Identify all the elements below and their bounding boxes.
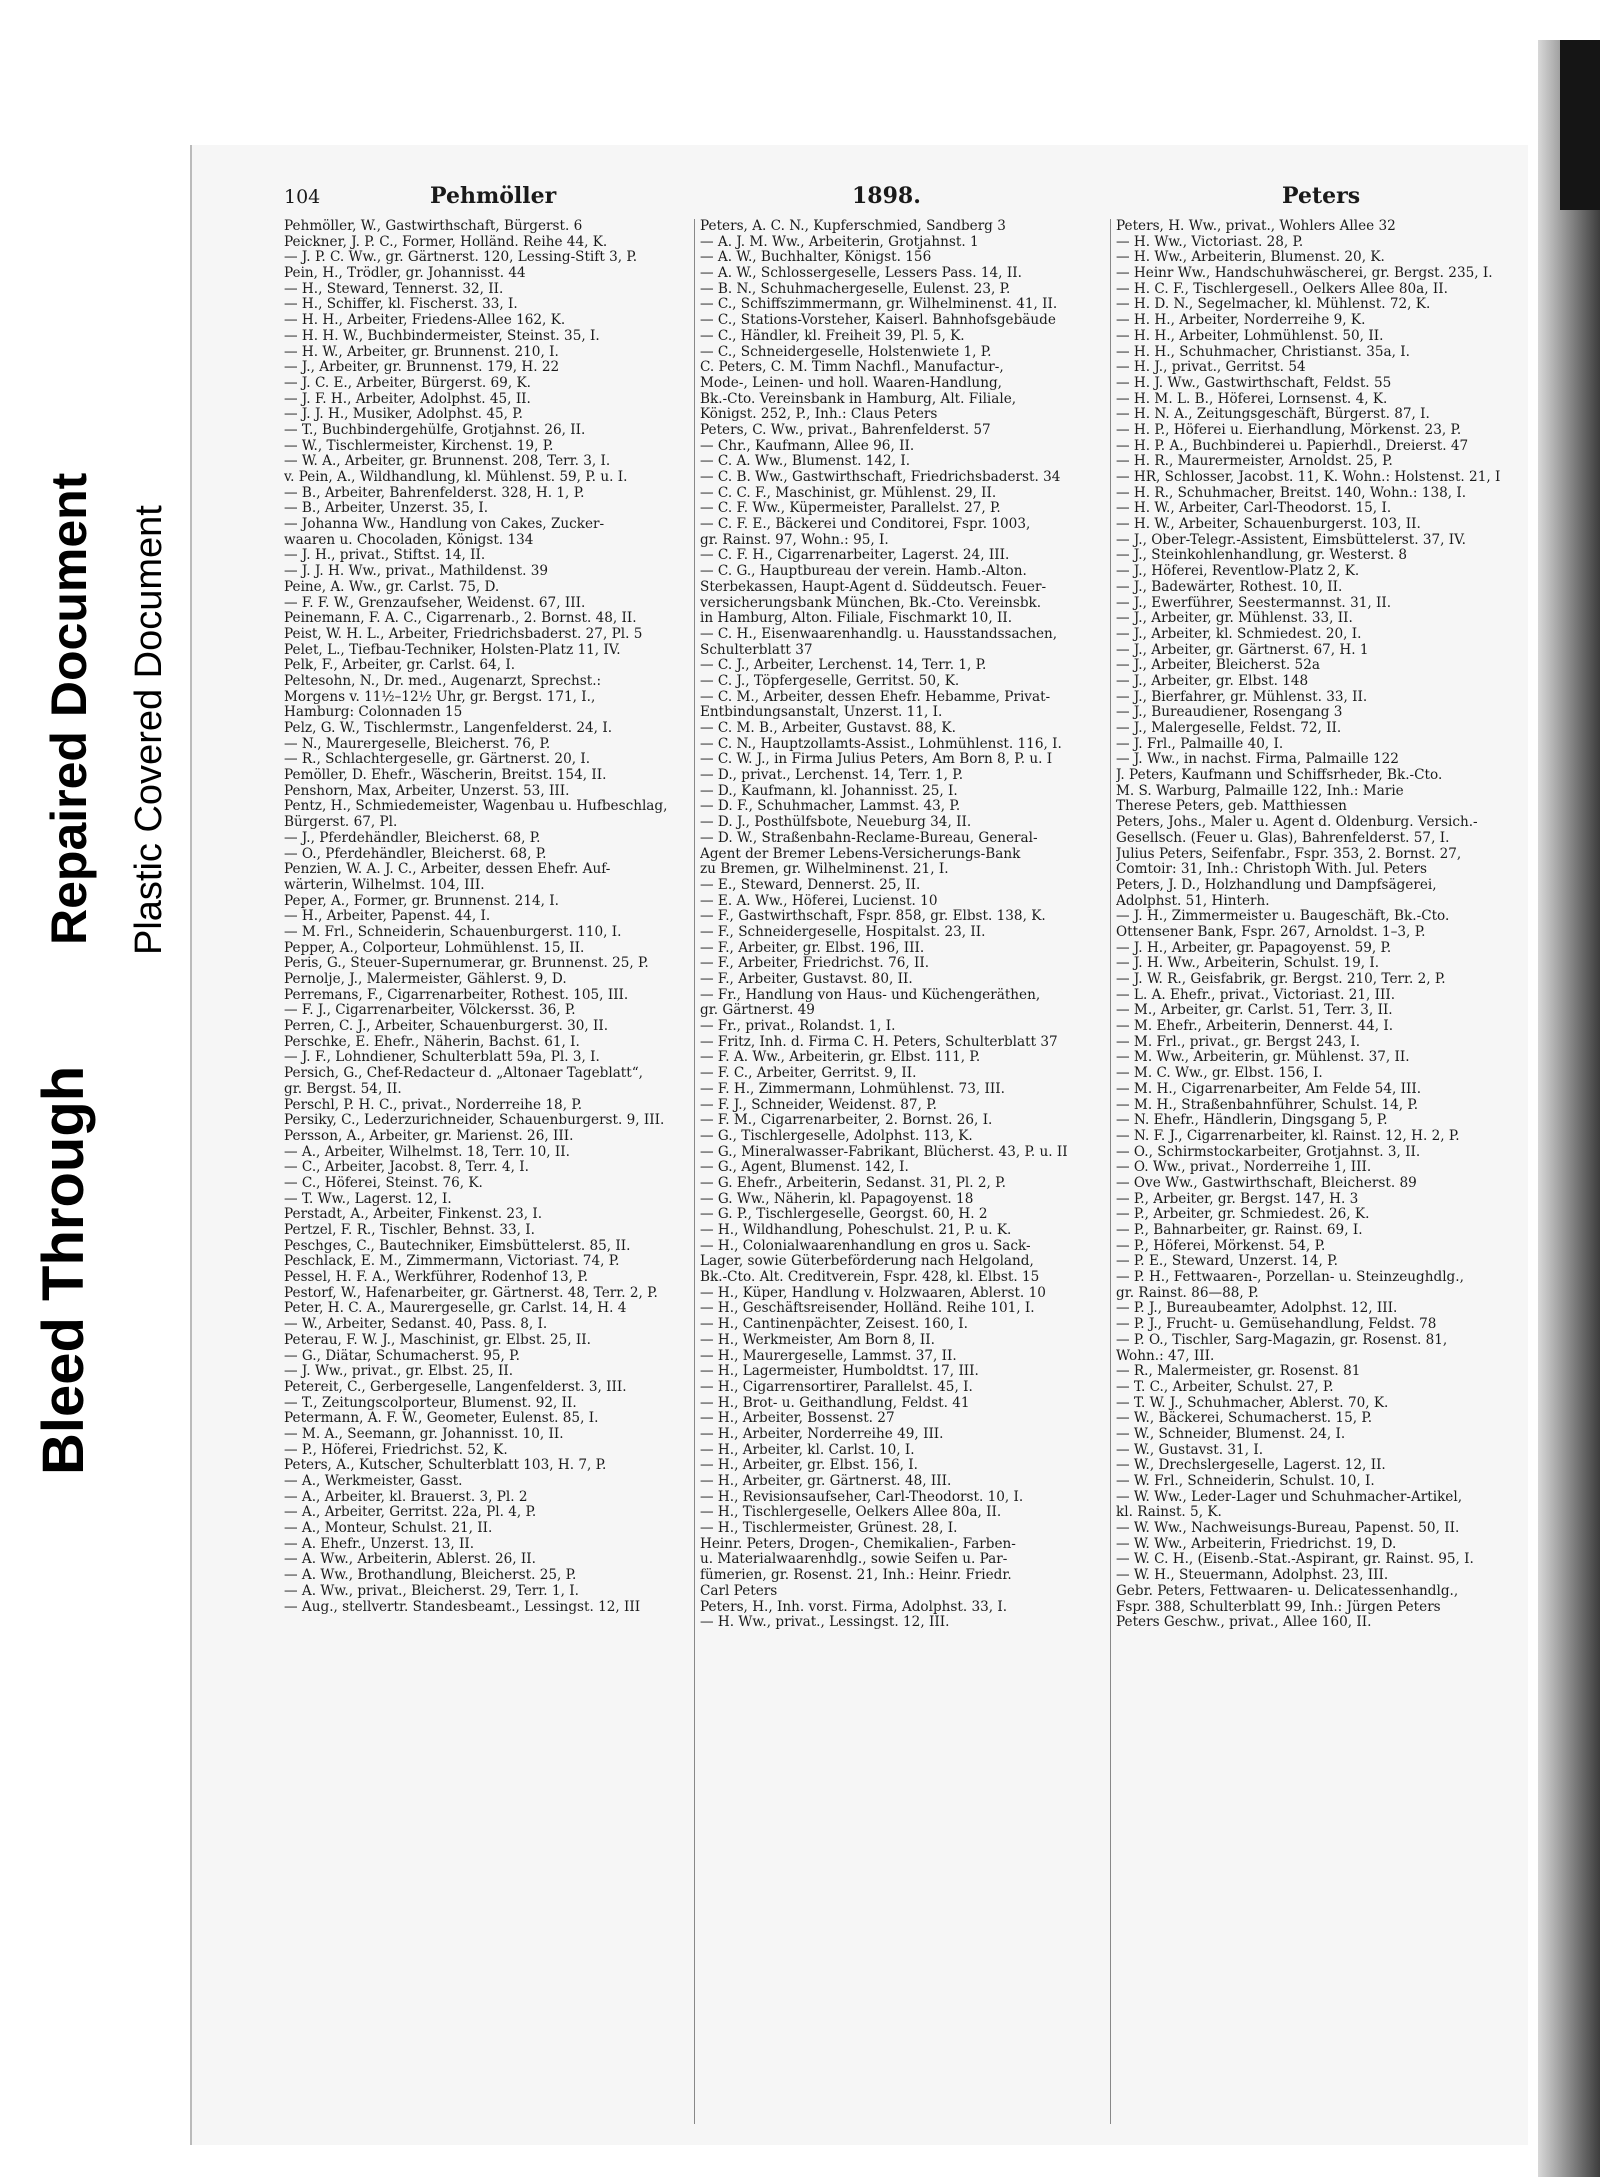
directory-entry: — H. P. A., Buchbinderei u. Papierhdl., Dreierst. 47 (1116, 438, 1469, 454)
directory-entry: — G. Ww., Näherin, kl. Papagoyenst. 18 (700, 1191, 974, 1207)
directory-entry: Peist, W. H. L., Arbeiter, Friedrichsbaderst. 27, Pl. 5 (284, 626, 643, 642)
directory-entry: Perschke, E. Ehefr., Näherin, Bachst. 61, I. (284, 1034, 580, 1050)
directory-entry: — H. W., Arbeiter, Carl-Theodorst. 15, I. (1116, 501, 1392, 517)
directory-entry: — T. W. J., Schuhmacher, Ablerst. 70, K. (1116, 1395, 1389, 1411)
directory-entry: Fspr. 388, Schulterblatt 99, Inh.: Jürgen Peters (1116, 1599, 1441, 1615)
directory-column-3 (1116, 219, 1516, 2129)
directory-entry: — N., Maurergeselle, Bleicherst. 76, P. (284, 736, 551, 752)
directory-entry: — A. Ww., Brothandlung, Bleicherst. 25, P. (284, 1568, 577, 1584)
directory-entry: in Hamburg, Alton. Filiale, Fischmarkt 10, II. (700, 611, 1013, 627)
directory-entry: — D., privat., Lerchenst. 14, Terr. 1, P. (700, 768, 964, 784)
directory-entry: — E., Steward, Dennerst. 25, II. (700, 877, 921, 893)
directory-entry: — W., Tischlermeister, Kirchenst. 19, P. (284, 438, 554, 454)
directory-entry: Perremans, F., Cigarrenarbeiter, Rothest. 105, III. (284, 987, 629, 1003)
directory-entry: — H. H. W., Buchbindermeister, Steinst. 35, I. (284, 328, 600, 344)
directory-entry: — C., Schiffszimmermann, gr. Wilhelminenst. 41, II. (700, 297, 1058, 313)
directory-entry: Königst. 252, P., Inh.: Claus Peters (700, 407, 938, 423)
scan-edge-dark (1560, 40, 1600, 210)
column-divider (694, 219, 695, 2124)
directory-entry: Pertzel, F. R., Tischler, Behnst. 33, I. (284, 1223, 535, 1238)
directory-entry: — J., Badewärter, Rothest. 10, II. (1116, 579, 1343, 595)
directory-entry: Peters, Johs., Maler u. Agent d. Oldenburg. Versich.- (1116, 815, 1478, 831)
directory-column-2 (700, 219, 1100, 2129)
directory-entry: — O., Pferdehändler, Bleicherst. 68, P. (284, 846, 547, 862)
header-year: 1898. (852, 183, 921, 209)
directory-entry: Bk.-Cto. Vereinsbank in Hamburg, Alt. Filiale, (700, 391, 1017, 407)
directory-entry: — M., Arbeiter, gr. Carlst. 51, Terr. 3, II. (1116, 1003, 1393, 1019)
directory-entry: gr. Bergst. 54, II. (284, 1081, 402, 1097)
directory-entry: — W., Gustavst. 31, I. (1116, 1442, 1264, 1458)
directory-entry: — J. F. H., Arbeiter, Adolphst. 45, II. (284, 391, 531, 407)
directory-entry: — J. Frl., Palmaille 40, I. (1116, 736, 1284, 752)
directory-entry: — M. H., Cigarrenarbeiter, Am Felde 54, III. (1116, 1081, 1422, 1097)
directory-entry: Agent der Bremer Lebens-Versicherungs-Bank (700, 846, 1021, 862)
directory-entry: — J. F., Lohndiener, Schulterblatt 59a, Pl. 3, I. (284, 1050, 600, 1066)
directory-entry: — J. W. R., Geisfabrik, gr. Bergst. 210, Terr. 2, P. (1116, 972, 1446, 987)
directory-entry: gr. Rainst. 86—88, P. (1116, 1285, 1259, 1301)
directory-entry: — M. Ww., Arbeiterin, gr. Mühlenst. 37, II. (1116, 1050, 1410, 1066)
directory-entry: gr. Gärtnerst. 49 (700, 1003, 815, 1019)
directory-entry: zu Bremen, gr. Wilhelminenst. 21, I. (700, 862, 949, 878)
directory-entry: — G., Mineralwasser-Fabrikant, Blücherst. 43, P. u. II (700, 1144, 1068, 1160)
directory-entry: Persson, A., Arbeiter, gr. Marienst. 26, III. (284, 1128, 574, 1144)
directory-entry: Entbindungsanstalt, Unzerst. 11, I. (700, 705, 943, 721)
directory-entry: Pepper, A., Colporteur, Lohmühlenst. 15, II. (284, 940, 585, 956)
directory-entry: — M. Ehefr., Arbeiterin, Dennerst. 44, I. (1116, 1019, 1394, 1035)
directory-entry: — J., Malergeselle, Feldst. 72, II. (1116, 721, 1342, 736)
directory-entry: — P. J., Frucht- u. Gemüsehandlung, Feldst. 78 (1116, 1317, 1437, 1333)
directory-entry: — Fritz, Inh. d. Firma C. H. Peters, Schulterblatt 37 (700, 1034, 1058, 1050)
directory-entry: — P., Arbeiter, gr. Schmiedest. 26, K. (1116, 1207, 1370, 1223)
directory-entry: — H., Maurergeselle, Lammst. 37, II. (700, 1348, 957, 1364)
directory-entry: — H. R., Schuhmacher, Breitst. 140, Wohn.: 138, I. (1116, 485, 1467, 501)
directory-entry: — H. P., Höferei u. Eierhandlung, Mörkenst. 23, P. (1116, 422, 1462, 438)
directory-entry: — H., Cigarrensortirer, Parallelst. 45, I. (700, 1379, 973, 1395)
directory-entry: — H., Arbeiter, Papenst. 44, I. (284, 909, 491, 925)
directory-entry: Carl Peters (700, 1583, 778, 1599)
directory-entry: Sterbekassen, Haupt-Agent d. Süddeutsch. Feuer- (700, 579, 1047, 595)
directory-entry: — J. J. H., Musiker, Adolphst. 45, P. (284, 407, 523, 423)
directory-entry: — B. N., Schuhmachergeselle, Eulenst. 23, P. (700, 281, 1011, 297)
directory-entry: — J., Arbeiter, gr. Mühlenst. 33, II. (1116, 611, 1353, 627)
directory-entry: — P., Arbeiter, gr. Bergst. 147, H. 3 (1116, 1191, 1359, 1207)
directory-entry: Ottensener Bank, Fspr. 267, Arnoldst. 1–3, P. (1116, 924, 1426, 940)
directory-entry: — C. C. F., Maschinist, gr. Mühlenst. 29, II. (700, 485, 997, 501)
directory-entry: — J. Ww., in nachst. Firma, Palmaille 122 (1116, 752, 1399, 768)
directory-entry: — J., Bureaudiener, Rosengang 3 (1116, 705, 1343, 721)
directory-entry: Peper, A., Former, gr. Brunnenst. 214, I. (284, 893, 559, 909)
directory-entry: — H., Werkmeister, Am Born 8, II. (700, 1332, 935, 1348)
directory-entry: — G., Agent, Blumenst. 142, I. (700, 1160, 909, 1176)
header-right-name: Peters (1282, 183, 1361, 209)
directory-entry: — W. A., Arbeiter, gr. Brunnenst. 208, Terr. 3, I. (284, 454, 611, 470)
directory-entry: Penzien, W. A. J. C., Arbeiter, dessen Ehefr. Auf- (284, 862, 611, 878)
directory-entry: Petereit, C., Gerbergeselle, Langenfelderst. 3, III. (284, 1379, 627, 1395)
directory-entry: — W., Bäckerei, Schumacherst. 15, P. (1116, 1411, 1373, 1427)
directory-entry: — C. G., Hauptbureau der verein. Hamb.-Alton. (700, 564, 1027, 580)
directory-entry: Gebr. Peters, Fettwaaren- u. Delicatessenhandlg., (1116, 1583, 1459, 1599)
directory-entry: — L. A. Ehefr., privat., Victoriast. 21, III. (1116, 987, 1396, 1003)
directory-page (190, 145, 1528, 2145)
directory-entry: Peters, H., Inh. vorst. Firma, Adolphst. 33, I. (700, 1599, 1008, 1615)
directory-entry: — H., Tischlergeselle, Oelkers Allee 80a, II. (700, 1505, 1002, 1521)
scan-edge-strip (1538, 40, 1600, 2177)
directory-entry: — H., Arbeiter, gr. Gärtnerst. 48, III. (700, 1474, 952, 1489)
directory-entry: Mode-, Leinen- und holl. Waaren-Handlung, (700, 375, 1002, 391)
directory-entry: — J. P. C. Ww., gr. Gärtnerst. 120, Lessing-Stift 3, P. (284, 250, 638, 266)
directory-entry: — F., Arbeiter, Friedrichst. 76, II. (700, 956, 930, 972)
bleed-through-label: Bleed Through (31, 1065, 96, 1475)
directory-entry: Peters, A. C. N., Kupferschmied, Sandberg 3 (700, 219, 1006, 234)
directory-entry: — F., Schneidergeselle, Hospitalst. 23, II. (700, 924, 986, 940)
directory-entry: — C. M., Arbeiter, dessen Ehefr. Hebamme, Privat- (700, 689, 1051, 705)
directory-entry: — W. Frl., Schneiderin, Schulst. 10, I. (1116, 1474, 1375, 1489)
directory-entry: — A., Arbeiter, kl. Brauerst. 3, Pl. 2 (284, 1489, 528, 1505)
directory-entry: — A., Werkmeister, Gasst. (284, 1474, 463, 1489)
directory-entry: — H. J. Ww., Gastwirthschaft, Feldst. 55 (1116, 375, 1392, 391)
directory-entry: — M. Frl., Schneiderin, Schauenburgerst. 110, I. (284, 924, 622, 940)
column-divider (1110, 219, 1111, 2124)
directory-entry: Pentz, H., Schmiedemeister, Wagenbau u. Hufbeschlag, (284, 799, 668, 815)
directory-entry: — C. F. Ww., Küpermeister, Parallelst. 27, P. (700, 501, 1001, 517)
directory-entry: Adolphst. 51, Hinterh. (1116, 893, 1270, 909)
directory-entry: — A. Ww., Arbeiterin, Ablerst. 26, II. (284, 1552, 536, 1568)
directory-entry: Pelz, G. W., Tischlermstr., Langenfelderst. 24, I. (284, 721, 613, 736)
directory-entry: — H., Colonialwaarenhandlung en gros u. Sack- (700, 1238, 1031, 1254)
directory-entry: Peschges, C., Bautechniker, Eimsbüttelerst. 85, II. (284, 1238, 631, 1254)
directory-entry: — D. J., Posthülfsbote, Neueburg 34, II. (700, 815, 972, 831)
directory-entry: Hamburg: Colonnaden 15 (284, 705, 463, 721)
directory-entry: — J. Ww., privat., gr. Elbst. 25, II. (284, 1364, 514, 1380)
directory-entry: — F., Gastwirthschaft, Fspr. 858, gr. Elbst. 138, K. (700, 909, 1046, 925)
directory-entry: Pehmöller, W., Gastwirthschaft, Bürgerst. 6 (284, 219, 583, 234)
directory-entry: wärterin, Wilhelmst. 104, III. (284, 877, 485, 893)
directory-entry: — Heinr Ww., Handschuhwäscherei, gr. Bergst. 235, I. (1116, 266, 1493, 282)
directory-entry: — F. C., Arbeiter, Gerritst. 9, II. (700, 1066, 917, 1082)
directory-entry: C. Peters, C. M. Timm Nachfl., Manufactur-, (700, 360, 1004, 376)
directory-entry: — H., Küper, Handlung v. Holzwaaren, Ablerst. 10 (700, 1285, 1046, 1301)
directory-entry: — H. H., Schuhmacher, Christianst. 35a, I. (1116, 344, 1410, 360)
directory-entry: Penshorn, Max, Arbeiter, Unzerst. 53, III. (284, 783, 570, 799)
directory-entry: — H. M. L. B., Höferei, Lornsenst. 4, K. (1116, 391, 1388, 407)
directory-entry: Perstadt, A., Arbeiter, Finkenst. 23, I. (284, 1207, 543, 1223)
directory-entry: — T., Zeitungscolporteur, Blumenst. 92, II. (284, 1395, 577, 1411)
directory-entry: — H. Ww., Arbeiterin, Blumenst. 20, K. (1116, 250, 1385, 266)
directory-entry: — P. E., Steward, Unzerst. 14, P. (1116, 1254, 1338, 1270)
directory-entry: Peters, A., Kutscher, Schulterblatt 103, H. 7, P. (284, 1458, 607, 1474)
directory-entry: gr. Rainst. 97, Wohn.: 95, I. (700, 532, 889, 548)
directory-entry: — P., Bahnarbeiter, gr. Rainst. 69, I. (1116, 1223, 1363, 1238)
directory-entry: — O. Ww., privat., Norderreihe 1, III. (1116, 1160, 1372, 1176)
directory-entry: — C., Schneidergeselle, Holstenwiete 1, P. (700, 344, 992, 360)
directory-entry: — H. N. A., Zeitungsgeschäft, Bürgerst. 87, I. (1116, 407, 1430, 423)
directory-entry: — H., Arbeiter, Norderreihe 49, III. (700, 1426, 944, 1442)
directory-entry: — N. Ehefr., Händlerin, Dingsgang 5, P. (1116, 1113, 1388, 1129)
directory-entry: Peltesohn, N., Dr. med., Augenarzt, Sprechst.: (284, 673, 602, 689)
directory-entry: Persiky, C., Lederzurichneider, Schauenburgerst. 9, III. (284, 1113, 665, 1129)
directory-entry: — T. Ww., Lagerst. 12, I. (284, 1191, 452, 1207)
directory-entry: Peinemann, F. A. C., Cigarrenarb., 2. Bornst. 48, II. (284, 611, 637, 627)
directory-entry: Pein, H., Trödler, gr. Johannisst. 44 (284, 266, 526, 282)
directory-entry: — J., Ewerführer, Seestermannst. 31, II. (1116, 595, 1392, 611)
directory-entry: — J., Arbeiter, gr. Elbst. 148 (1116, 673, 1309, 689)
directory-entry: — W. Ww., Arbeiterin, Friedrichst. 19, D. (1116, 1536, 1397, 1552)
directory-entry: — T. C., Arbeiter, Schulst. 27, P. (1116, 1379, 1334, 1395)
directory-entry: — C., Stations-Vorsteher, Kaiserl. Bahnhofsgebäude (700, 313, 1056, 329)
directory-entry: Bk.-Cto. Alt. Creditverein, Fspr. 428, kl. Elbst. 15 (700, 1270, 1040, 1286)
plastic-covered-label: Plastic Covered Document (128, 505, 170, 955)
directory-entry: Pelk, F., Arbeiter, gr. Carlst. 64, I. (284, 658, 516, 674)
directory-entry: — H., Arbeiter, gr. Elbst. 156, I. (700, 1458, 918, 1474)
directory-entry: Pestorf, W., Hafenarbeiter, gr. Gärtnerst. 48, Terr. 2, P. (284, 1285, 658, 1301)
directory-entry: — A. Ehefr., Unzerst. 13, II. (284, 1536, 475, 1552)
directory-entry: — W., Schneider, Blumenst. 24, I. (1116, 1426, 1346, 1442)
directory-entry: — P. J., Bureaubeamter, Adolphst. 12, III. (1116, 1301, 1398, 1317)
directory-entry: Peters, J. D., Holzhandlung und Dampfsägerei, (1116, 877, 1437, 893)
directory-entry: Therese Peters, geb. Matthiessen (1116, 799, 1347, 815)
directory-entry: Bürgerst. 67, Pl. (284, 815, 398, 831)
directory-entry: — O., Schirmstockarbeiter, Grotjahnst. 3, II. (1116, 1144, 1421, 1160)
directory-entry: M. S. Warburg, Palmaille 122, Inh.: Marie (1116, 783, 1404, 799)
directory-entry: Morgens v. 11½–12½ Uhr, gr. Bergst. 171, I., (284, 689, 596, 705)
directory-entry: — H., Tischlermeister, Grünest. 28, I. (700, 1521, 958, 1537)
directory-entry: — H. H., Arbeiter, Norderreihe 9, K. (1116, 313, 1366, 329)
directory-entry: — A., Arbeiter, Gerritst. 22a, Pl. 4, P. (284, 1505, 537, 1521)
page-number: 104 (284, 186, 321, 208)
directory-entry: Pernolje, J., Malermeister, Gählerst. 9, D. (284, 972, 567, 987)
directory-entry: waaren u. Chocoladen, Königst. 134 (284, 532, 534, 548)
directory-entry: — H. J., privat., Gerritst. 54 (1116, 360, 1306, 376)
directory-entry: — C. A. Ww., Blumenst. 142, I. (700, 454, 911, 470)
directory-entry: — J. C. E., Arbeiter, Bürgerst. 69, K. (284, 375, 531, 391)
directory-entry: fümerien, gr. Rosenst. 21, Inh.: Heinr. Friedr. (700, 1568, 1012, 1584)
directory-entry: — H. W., Arbeiter, Schauenburgerst. 103, II. (1116, 517, 1421, 533)
directory-entry: J. Peters, Kaufmann und Schiffsrheder, Bk.-Cto. (1116, 768, 1443, 784)
directory-entry: — J., Bierfahrer, gr. Mühlenst. 33, II. (1116, 689, 1368, 705)
directory-entry: — A. Ww., privat., Bleicherst. 29, Terr. 1, I. (284, 1583, 579, 1599)
directory-entry: — H. C. F., Tischlergesell., Oelkers Allee 80a, II. (1116, 281, 1448, 297)
directory-entry: — H. Ww., privat., Lessingst. 12, III. (700, 1615, 950, 1631)
directory-entry: u. Materialwaarenhdlg., sowie Seifen u. Par- (700, 1552, 1008, 1568)
directory-entry: — M. C. Ww., gr. Elbst. 156, I. (1116, 1066, 1323, 1082)
directory-entry: — H., Geschäftsreisender, Holländ. Reihe 101, I. (700, 1301, 1035, 1317)
directory-entry: Peris, G., Steuer-Supernumerar, gr. Brunnenst. 25, P. (284, 956, 649, 972)
directory-entry: Comtoir: 31, Inh.: Christoph With. Jul. Peters (1116, 862, 1428, 878)
directory-entry: Petermann, A. F. W., Geometer, Eulenst. 85, I. (284, 1411, 599, 1427)
directory-entry: v. Pein, A., Wildhandlung, kl. Mühlenst. 59, P. u. I. (284, 470, 628, 485)
directory-entry: Pelet, L., Tiefbau-Techniker, Holsten-Platz 11, IV. (284, 642, 621, 658)
directory-entry: — A. W., Buchhalter, Königst. 156 (700, 250, 932, 266)
directory-entry: Persich, G., Chef-Redacteur d. „Altonaer Tageblatt“, (284, 1066, 644, 1082)
directory-entry: Peter, H. C. A., Maurergeselle, gr. Carlst. 14, H. 4 (284, 1301, 627, 1317)
directory-entry: — J. H. Ww., Arbeiterin, Schulst. 19, I. (1116, 956, 1380, 972)
directory-entry: — J., Ober-Telegr.-Assistent, Eimsbüttelerst. 37, IV. (1116, 532, 1466, 548)
directory-entry: — N. F. J., Cigarrenarbeiter, kl. Rainst. 12, H. 2, P. (1116, 1128, 1460, 1144)
directory-entry: — Chr., Kaufmann, Allee 96, II. (700, 438, 915, 454)
directory-entry: — H. W., Arbeiter, gr. Brunnenst. 210, I. (284, 344, 559, 360)
directory-entry: — J., Pferdehändler, Bleicherst. 68, P. (284, 830, 541, 846)
directory-entry: — C. M. B., Arbeiter, Gustavst. 88, K. (700, 721, 956, 736)
directory-entry: — C. W. J., in Firma Julius Peters, Am Born 8, P. u. I (700, 752, 1053, 768)
directory-entry: — G., Tischlergeselle, Adolphst. 113, K. (700, 1128, 973, 1144)
directory-entry: — R., Schlachtergeselle, gr. Gärtnerst. 20, I. (284, 752, 591, 768)
directory-entry: — J., Arbeiter, Bleicherst. 52a (1116, 658, 1320, 674)
directory-entry: — D. W., Straßenbahn-Reclame-Bureau, General- (700, 830, 1038, 846)
directory-entry: Perschl, P. H. C., privat., Norderreihe 18, P. (284, 1097, 583, 1113)
directory-entry: — H., Arbeiter, kl. Carlst. 10, I. (700, 1442, 915, 1458)
directory-entry: — H. R., Maurermeister, Arnoldst. 25, P. (1116, 454, 1393, 470)
directory-entry: — W., Drechslergeselle, Lagerst. 12, II. (1116, 1458, 1386, 1474)
directory-entry: — H., Cantinenpächter, Zeisest. 160, I. (700, 1317, 968, 1333)
directory-entry: — H. Ww., Victoriast. 28, P. (1116, 234, 1304, 250)
directory-entry: — H., Schiffer, kl. Fischerst. 33, I. (284, 297, 518, 313)
directory-entry: Gesellsch. (Feuer u. Glas), Bahrenfelderst. 57, I. (1116, 830, 1450, 846)
page-header (192, 183, 1522, 215)
directory-entry: — J., Höferei, Reventlow-Platz 2, K. (1116, 564, 1360, 580)
directory-entry: — J. H., Arbeiter, gr. Papagoyenst. 59, P. (1116, 940, 1392, 956)
directory-entry: — M. H., Straßenbahnführer, Schulst. 14, P. (1116, 1097, 1419, 1113)
header-left-name: Pehmöller (430, 183, 557, 209)
directory-entry: — HR, Schlosser, Jacobst. 11, K. Wohn.: Holstenst. 21, I (1116, 470, 1501, 485)
directory-entry: Schulterblatt 37 (700, 642, 813, 658)
directory-entry: — J., Arbeiter, gr. Gärtnerst. 67, H. 1 (1116, 642, 1369, 658)
directory-entry: — H. H., Arbeiter, Lohmühlenst. 50, II. (1116, 328, 1384, 344)
directory-entry: — F. M., Cigarrenarbeiter, 2. Bornst. 26, I. (700, 1113, 993, 1129)
directory-entry: Pessel, H. F. A., Werkführer, Rodenhof 13, P. (284, 1270, 589, 1286)
directory-entry: — C., Händler, kl. Freiheit 39, Pl. 5, K. (700, 328, 965, 344)
directory-entry: — C. F. E., Bäckerei und Conditorei, Fspr. 1003, (700, 517, 1031, 533)
directory-entry: — P., Höferei, Mörkenst. 54, P. (1116, 1238, 1326, 1254)
repaired-document-label: Repaired Document (41, 472, 97, 945)
directory-entry: — A., Monteur, Schulst. 21, II. (284, 1521, 493, 1537)
directory-column-1 (284, 219, 684, 2129)
directory-entry: — A. J. M. Ww., Arbeiterin, Grotjahnst. 1 (700, 234, 979, 250)
directory-entry: — A., Arbeiter, Wilhelmst. 18, Terr. 10, II. (284, 1144, 570, 1160)
directory-entry: — C. J., Töpfergeselle, Gerritst. 50, K. (700, 673, 960, 689)
directory-entry: — E. A. Ww., Höferei, Lucienst. 10 (700, 893, 938, 909)
directory-entry: — J., Arbeiter, gr. Brunnenst. 179, H. 22 (284, 360, 560, 376)
directory-entry: — C. N., Hauptzollamts-Assist., Lohmühlenst. 116, I. (700, 736, 1062, 752)
directory-entry: kl. Rainst. 5, K. (1116, 1505, 1222, 1521)
directory-entry: — Ove Ww., Gastwirthschaft, Bleicherst. 89 (1116, 1175, 1417, 1191)
directory-entry: — J. H., privat., Stiftst. 14, II. (284, 548, 486, 564)
directory-entry: — B., Arbeiter, Unzerst. 35, I. (284, 501, 489, 517)
directory-entry: — C., Arbeiter, Jacobst. 8, Terr. 4, I. (284, 1160, 529, 1176)
directory-entry: — P. H., Fettwaaren-, Porzellan- u. Steinzeughdlg., (1116, 1270, 1464, 1286)
directory-entry: Perren, C. J., Arbeiter, Schauenburgerst. 30, II. (284, 1019, 609, 1035)
directory-entry: — H., Lagermeister, Humboldtst. 17, III. (700, 1364, 979, 1380)
directory-entry: Heinr. Peters, Drogen-, Chemikalien-, Farben- (700, 1536, 1016, 1552)
directory-entry: — M. Frl., privat., gr. Bergst 243, I. (1116, 1034, 1361, 1050)
directory-entry: — P. O., Tischler, Sarg-Magazin, gr. Rosenst. 81, (1116, 1332, 1448, 1348)
directory-entry: — W. C. H., (Eisenb.-Stat.-Aspirant, gr. Rainst. 95, I. (1116, 1552, 1474, 1568)
directory-entry: — F. J., Schneider, Weidenst. 87, P. (700, 1097, 937, 1113)
directory-entry: Peters Geschw., privat., Allee 160, II. (1116, 1615, 1372, 1631)
directory-entry: — D. F., Schuhmacher, Lammst. 43, P. (700, 799, 961, 815)
directory-entry: Peschlack, E. M., Zimmermann, Victoriast. 74, P. (284, 1254, 620, 1270)
directory-entry: — F. F. W., Grenzaufseher, Weidenst. 67, III. (284, 595, 586, 611)
directory-entry: — B., Arbeiter, Bahrenfelderst. 328, H. 1, P. (284, 485, 585, 501)
directory-entry: — H. D. N., Segelmacher, kl. Mühlenst. 72, K. (1116, 297, 1431, 313)
directory-entry: — A. W., Schlossergeselle, Lessers Pass. 14, II. (700, 266, 1022, 282)
directory-entry: Lager, sowie Güterbeförderung nach Helgoland, (700, 1254, 1034, 1270)
directory-entry: — F. J., Cigarrenarbeiter, Völckersst. 36, P. (284, 1003, 576, 1019)
directory-entry: — D., Kaufmann, kl. Johannisst. 25, I. (700, 783, 958, 799)
directory-entry: — Fr., privat., Rolandst. 1, I. (700, 1019, 896, 1035)
directory-entry: — H., Revisionsaufseher, Carl-Theodorst. 10, I. (700, 1489, 1024, 1505)
directory-entry: — J. H., Zimmermeister u. Baugeschäft, Bk.-Cto. (1116, 909, 1450, 925)
directory-entry: — H. H., Arbeiter, Friedens-Allee 162, K. (284, 313, 566, 329)
directory-entry: — J., Arbeiter, kl. Schmiedest. 20, I. (1116, 626, 1362, 642)
directory-entry: Peine, A. Ww., gr. Carlst. 75, D. (284, 579, 500, 595)
directory-entry: — G. Ehefr., Arbeiterin, Sedanst. 31, Pl. 2, P. (700, 1175, 1006, 1191)
directory-entry: — J. J. H. Ww., privat., Mathildenst. 39 (284, 564, 549, 580)
directory-entry: — Aug., stellvertr. Standesbeamt., Lessingst. 12, III (284, 1599, 641, 1615)
directory-entry: — F., Arbeiter, gr. Elbst. 196, III. (700, 940, 925, 956)
directory-entry: Peickner, J. P. C., Former, Holländ. Reihe 44, K. (284, 234, 608, 250)
directory-entry: — C. J., Arbeiter, Lerchenst. 14, Terr. 1, P. (700, 658, 987, 674)
directory-entry: — J., Steinkohlenhandlung, gr. Westerst. 8 (1116, 548, 1408, 564)
directory-entry: — H., Brot- u. Geithandlung, Feldst. 41 (700, 1395, 970, 1411)
directory-entry: Peters, H. Ww., privat., Wohlers Allee 32 (1116, 219, 1396, 234)
directory-entry: — W. Ww., Nachweisungs-Bureau, Papenst. 50, II. (1116, 1521, 1460, 1537)
directory-entry: Peters, C. Ww., privat., Bahrenfelderst. 57 (700, 422, 991, 438)
directory-entry: — W. H., Steuermann, Adolphst. 23, III. (1116, 1568, 1389, 1584)
directory-entry: Peterau, F. W. J., Maschinist, gr. Elbst. 25, II. (284, 1332, 591, 1348)
directory-entry: — G. P., Tischlergeselle, Georgst. 60, H. 2 (700, 1207, 988, 1223)
directory-entry: — F. A. Ww., Arbeiterin, gr. Elbst. 111, P. (700, 1050, 981, 1066)
directory-entry: Pemöller, D. Ehefr., Wäscherin, Breitst. 154, II. (284, 768, 607, 784)
directory-entry: — C. B. Ww., Gastwirthschaft, Friedrichsbaderst. 34 (700, 470, 1061, 485)
directory-entry: — Fr., Handlung von Haus- und Küchengeräthen, (700, 987, 1041, 1003)
directory-entry: — M. A., Seemann, gr. Johannisst. 10, II. (284, 1426, 564, 1442)
directory-entry: — G., Diätar, Schumacherst. 95, P. (284, 1348, 520, 1364)
directory-entry: — H., Wildhandlung, Poheschulst. 21, P. u. K. (700, 1223, 1012, 1238)
directory-entry: — W. Ww., Leder-Lager und Schuhmacher-Artikel, (1116, 1489, 1463, 1505)
directory-entry: — T., Buchbindergehülfe, Grotjahnst. 26, II. (284, 422, 586, 438)
directory-entry: — F., Arbeiter, Gustavst. 80, II. (700, 972, 913, 987)
directory-entry: versicherungsbank München, Bk.-Cto. Vereinsbk. (700, 595, 1042, 611)
directory-entry: — H., Arbeiter, Bossenst. 27 (700, 1411, 895, 1427)
directory-entry: Julius Peters, Seifenfabr., Fspr. 353, 2. Bornst. 27, (1116, 846, 1462, 862)
directory-entry: — P., Höferei, Friedrichst. 52, K. (284, 1442, 508, 1458)
directory-entry: — Johanna Ww., Handlung von Cakes, Zucker- (284, 517, 605, 533)
directory-entry: — C. H., Eisenwaarenhandlg. u. Hausstandssachen, (700, 626, 1058, 642)
directory-entry: — C. F. H., Cigarrenarbeiter, Lagerst. 24, III. (700, 548, 1010, 564)
directory-entry: — R., Malermeister, gr. Rosenst. 81 (1116, 1364, 1361, 1380)
directory-entry: — H., Steward, Tennerst. 32, II. (284, 281, 504, 297)
directory-entry: — F. H., Zimmermann, Lohmühlenst. 73, III. (700, 1081, 1005, 1097)
directory-entry: — W., Arbeiter, Sedanst. 40, Pass. 8, I. (284, 1317, 548, 1333)
directory-entry: — C., Höferei, Steinst. 76, K. (284, 1175, 483, 1191)
directory-entry: Wohn.: 47, III. (1116, 1348, 1215, 1364)
